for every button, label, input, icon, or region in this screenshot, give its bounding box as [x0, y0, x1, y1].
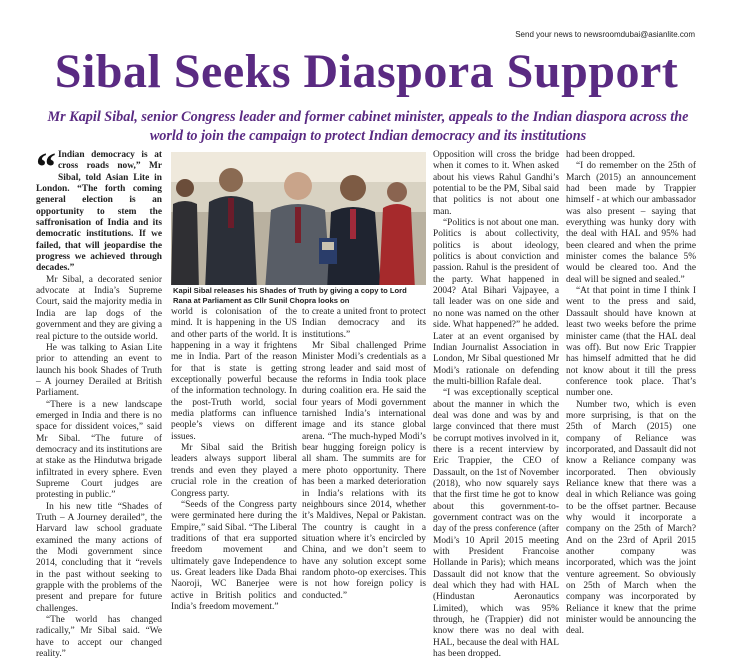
article-photo [171, 152, 426, 290]
paragraph: He was talking to Asian Lite prior to attending an event to launch his book Shades of Truth – A journey Derailed at British Parliament. [36, 342, 162, 399]
paragraph: Opposition will cross the bridge when it comes to it. When asked about his views Rahul Gandhi’s potential to be the PM, Sibal said that politics is not about one man. [433, 150, 559, 217]
article-column-1 [36, 144, 163, 660]
paragraph: “The world has changed radically,” Mr Sibal said. “We have to accept our changed reality.” [36, 615, 162, 660]
paragraph: to create a united front to protect Indian democracy and its institutions.” [302, 307, 426, 340]
paragraph: “Politics is not about one man. Politics is about collectivity, politics is about ideology, politics is about conviction and passion. Rahul is the president of the party. What happened in 2004? Atal Bihari Vajpayee, a tall leader was on one side and no none was named on the other side. What happened?” he added. Later at an event organised by Indian Journalist Association in London, Mr Sibal questioned Mr Modi’s rationale on defending the multi-billion Rafale deal. [433, 218, 559, 387]
paragraph: “I was exceptionally sceptical about the manner in which the deal was done and was by and large convinced that there must be corrupt motives involved in it, there is a recent interview by Eric Trappier, the CEO of Dassault, on the 1st of November (2018), who now squarely says that the first time he got to know about this government-to-government contract was on the day of the press conference (after Modi’s 10 April 2015 meeting with President Francoise Hollande in Paris); which means Dassault did not know that the deal which they had with HAL (Hindustan Aeronautics Limited), which was 95% through, he (Trappier) did not know there was no deal with HAL, because the deal with HAL has been dropped. [433, 388, 559, 660]
article-lead: Indian democracy is at cross roads now,” Mr Sibal, told Asian Lite in London. “The forth coming general election is an opportunity to stem the saffronisation of India and its democratic institutions. If we failed, that will jeopardise the progress we achieved through decades.” [36, 150, 162, 274]
article-column-2 [171, 307, 297, 613]
headline: Sibal Seeks Diaspora Support [54, 45, 679, 98]
photo-illustration [171, 152, 426, 290]
article-column-4 [433, 150, 559, 660]
paragraph: Mr Sibal said the British leaders always support liberal trends and even they played a crucial role in the creation of Congress party. [171, 443, 297, 499]
quote-mark-icon: “ [36, 144, 56, 189]
submission-note: Send your news to newsroomdubai@asianlite.com [515, 30, 695, 39]
paragraph: “At that point in time I think I went to the press and said, Dassault should have known at least two weeks before the prime minister came (that the HAL deal was off). But now Eric Trappier has himself admitted that he did not know about it till the press conference took place. That’s number one. [566, 286, 696, 399]
paragraph: Mr Sibal challenged Prime Minister Modi’s credentials as a strong leader and said most of the reforms in India took place during coalition era. He said the four years of Modi government tarnished India’s international image and its stance global arena. “The much-hyped Modi’s bear hugging foreign policy is all sham. The summits are for mere photo opportunity. There has been a marked deterioration in India’s relations with its neighbours since 2014, whether it’s Maldives, Nepal or Pakistan. The country is caught in a situation where it’s encircled by China, and we don’t seem to have any solution except some random photo-op exercises. This is not how foreign policy is conducted.” [302, 341, 426, 601]
paragraph: In his new title “Shades of Truth – A Journey derailed”, the Harvard law school graduate examined the many actions of the Modi government since 2014, concluding that it “revels in the past without seeking to grapple with the problems of the present and prepare for future challenges. [36, 501, 162, 614]
standfirst: Mr Kapil Sibal, senior Congress leader and former cabinet minister, appeals to the Indian diaspora across the world to join the campaign to protect Indian democracy and its institutions [47, 109, 689, 144]
article-column-5 [566, 150, 696, 638]
paragraph: “There is a new landscape emerged in India and there is no space for dissident voices,” said Mr Sibal. “The future of democracy and its institutions are at stake as the Hindutwa brigade infiltrated in every sphere. Even Supreme Court judges are protesting in public.” [36, 399, 163, 501]
paragraph: Number two, which is even more surprising, is that on the 25th of March (2015) one company of Reliance was incorporated, and Dassault did not know a Reliance company was incorporated. Then obviously Reliance knew that there was a deal in which Reliance was going to be the offset partner. Because why would it incorporate a company on the 25th of March? And on the 23rd of April 2015 another company was incorporated, which was the joint venture agreement. So obviously on 25th of March when the company was incorporated by Reliance it knew that the prime minister would be announcing the deal. [566, 399, 696, 637]
paragraph: had been dropped. [566, 150, 635, 160]
paragraph: “I do remember on the 25th of March (2015) an announcement had been made by Trappier himself - at which our ambassador was also present – saying that everything was hunky dory with the deal with HAL and 95% had been cleared and when the prime minister comes the balance 5% would be cleared too. And the deal will be signed and sealed.” [566, 161, 696, 285]
paragraph: Mr Sibal, a decorated senior advocate at India’s Supreme Court, said the majority media in India are lap dogs of the government and they are giving a real picture to the outside world. [36, 274, 162, 342]
article-column-3 [302, 307, 426, 602]
photo-caption: Kapil Sibal releases his Shades of Truth by giving a copy to Lord Rana at Parliament as Cllr Sunil Chopra looks on [171, 285, 426, 307]
paragraph: world is colonisation of the mind. It is happening in the US and other parts of the world. It is happening in a way it frightens me in India. Part of the reason for that is state is getting exceptionally powerful because of the information technology. In the post-Truth world, social media platforms can influence people’s views on different issues. [171, 307, 297, 442]
paragraph: “Seeds of the Congress party were germinated here during the Empire,” said Sibal. “The Liberal traditions of that era supported freedom movement and ultimately gave Independence to us. Great leaders like Dada Bhai Naoroji, WC Banerjee were active in British politics and India’s freedom movement.” [171, 499, 297, 612]
